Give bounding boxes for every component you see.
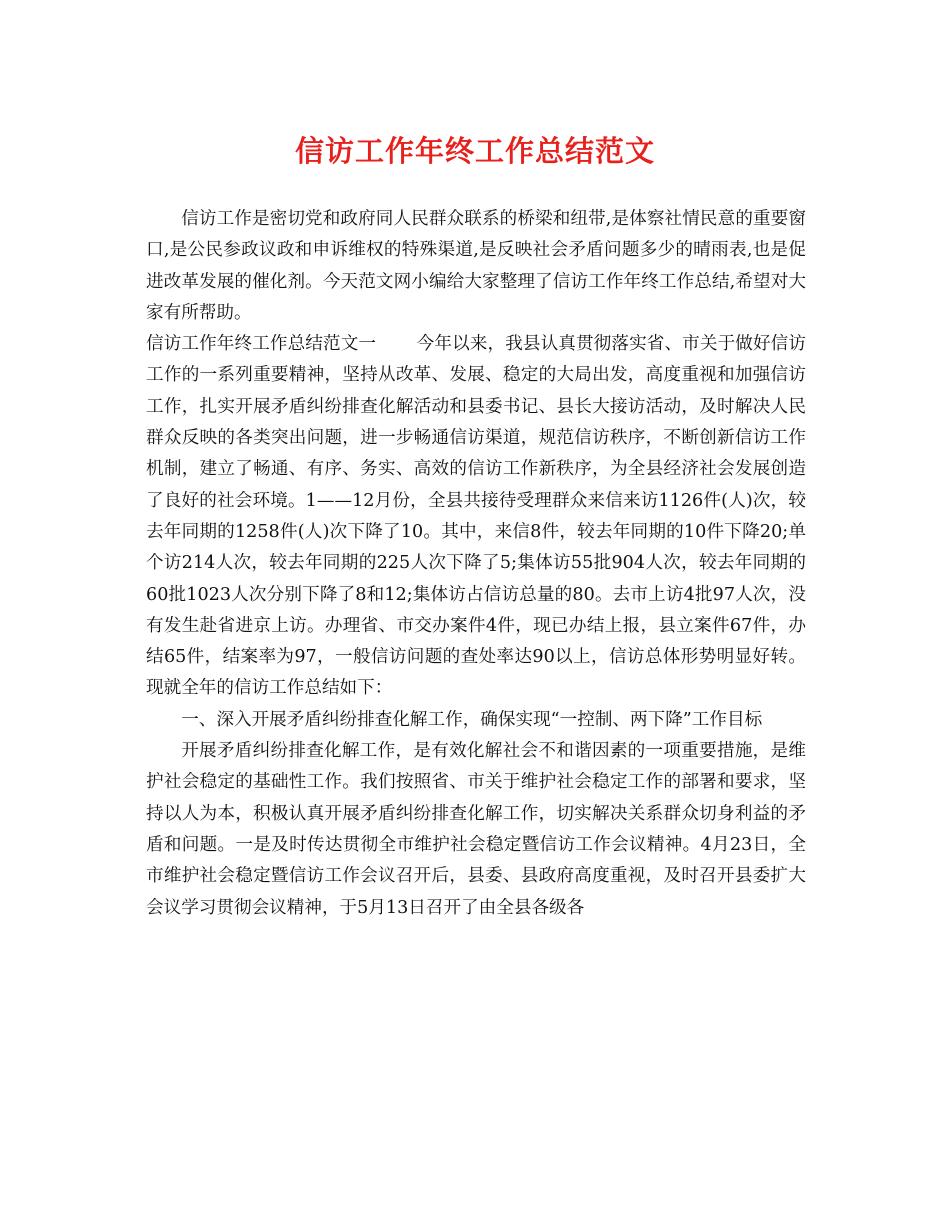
document-title: 信访工作年终工作总结范文 <box>294 134 655 168</box>
section-body: 今年以来，我县认真贯彻落实省、市关于做好信访工作的一系列重要精神，坚持从改革、发展、稳定的大局出发，高度重视和加强信访工作，扎实开展矛盾纠纷排查化解活动和县委书记、县长大接访活动，及时解决人民群众反映的各类突出问题，进一步畅通信访渠道，规范信访秩序，不断创新信访工作机制，建立了畅通、有序、务实、高效的信访工作新秩序，为全县经济社会发展创造了良好的社会环境。1——12月份，全县共接待受理群众来信来访1126件(人)次，较去年同期的1258件(人)次下降了10。其中，来信8件，较去年同期的10件下降20;单个访214人次，较去年同期的225人次下降了5;集体访55批904人次，较去年同期的60批1023人次分别下降了8和12;集体访占信访总量的80。去市上访4批97人次，没有发生赴省进京上访。办理省、市交办案件4件，现已办结上报，县立案件67件，办结65件，结案率为97，一般信访问题的查处率达90以上，信访总体形势明显好转。现就全年的信访工作总结如下： <box>146 334 806 699</box>
intro-paragraph: 信访工作是密切党和政府同人民群众联系的桥梁和纽带,是体察社情民意的重要窗口,是公民参政议政和申诉维权的特殊渠道,是反映社会矛盾问题多少的晴雨表,也是促进改革发展的催化剂。今天范文网小编给大家整理了信访工作年终工作总结,希望对大家有所帮助。 <box>146 209 806 323</box>
document-body <box>146 204 806 924</box>
section-label: 信访工作年终工作总结范文一 <box>146 334 377 355</box>
section-paragraph <box>146 329 806 705</box>
paragraph-one: 开展矛盾纠纷排查化解工作，是有效化解社会不和谐因素的一项重要措施，是维护社会稳定的基础性工作。我们按照省、市关于维护社会稳定工作的部署和要求，坚持以人为本，积极认真开展矛盾纠纷排查化解工作，切实解决关系群众切身利益的矛盾和问题。一是及时传达贯彻全市维护社会稳定暨信访工作会议精神。4月23日，全市维护社会稳定暨信访工作会议召开后，县委、县政府高度重视，及时召开县委扩大会议学习贯彻会议精神，于5月13日召开了由全县各级各 <box>146 741 806 918</box>
heading-one: 一、深入开展矛盾纠纷排查化解工作，确保实现“一控制、两下降”工作目标 <box>181 709 763 730</box>
